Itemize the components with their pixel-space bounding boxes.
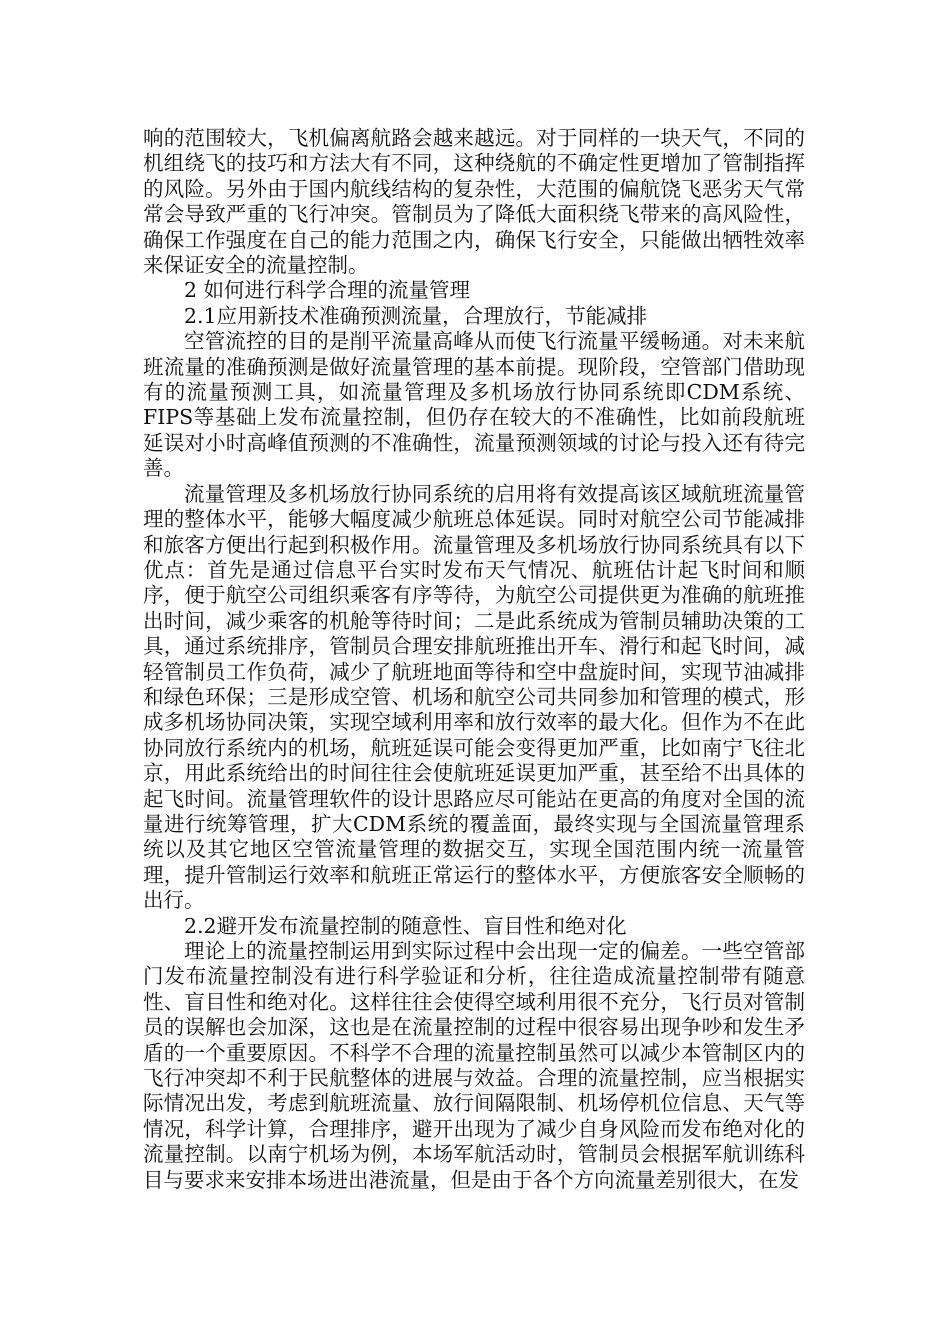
document-body: [143, 126, 805, 1193]
section-heading-2: 2 如何进行科学合理的流量管理: [184, 278, 471, 303]
paragraph-flow-prediction: 空管流控的目的是削平流量高峰从而使飞行流量平缓畅通。对未来航班流量的准确预测是做好流量管理的基本前提。现阶段，空管部门借助现有的流量预测工具，如流量管理及多机场放行协同系统即CDM系统、FIPS等基础上发布流量控制，但仍存在较大的不准确性，比如前段航班延误对小时高峰值预测的不准确性，流量预测领域的讨论与投入还有待完善。: [143, 329, 805, 481]
paragraph-continuation: 响的范围较大，飞机偏离航路会越来越远。对于同样的一块天气，不同的机组绕飞的技巧和方法大有不同，这种绕航的不确定性更增加了管制指挥的风险。另外由于国内航线结构的复杂性，大范围的偏航饶飞恶劣天气常常会导致严重的飞行冲突。管制员为了降低大面积绕飞带来的高风险性，确保工作强度在自己的能力范围之内，确保飞行安全，只能做出牺牲效率来保证安全的流量控制。: [143, 126, 805, 278]
paragraph-cdm-system: 流量管理及多机场放行协同系统的启用将有效提高该区域航班流量管理的整体水平，能够大幅度减少航班总体延误。同时对航空公司节能减排和旅客方便出行起到积极作用。流量管理及多机场放行协同系统具有以下优点：首先是通过信息平台实时发布天气情况、航班估计起飞时间和顺序，便于航空公司组织乘客有序等待，为航空公司提供更为准确的航班推出时间，减少乘客的机舱等待时间；二是此系统成为管制员辅助决策的工具，通过系统排序，管制员合理安排航班推出开车、滑行和起飞时间，减轻管制员工作负荷，减少了航班地面等待和空中盘旋时间，实现节油减排和绿色环保；三是形成空管、机场和航空公司共同参加和管理的模式，形成多机场协同决策，实现空域利用率和放行效率的最大化。但作为不在此协同放行系统内的机场，航班延误可能会变得更加严重，比如南宁飞往北京，用此系统给出的时间往往会使航班延误更加严重，甚至给不出具体的起飞时间。流量管理软件的设计思路应尽可能站在更高的角度对全国的流量进行统筹管理，扩大CDM系统的覆盖面，最终实现与全国流量管理系统以及其它地区空管流量管理的数据交互，实现全国范围内统一流量管理，提升管制运行效率和航班正常运行的整体水平，方便旅客安全顺畅的出行。: [143, 481, 805, 913]
subsection-heading-2-2: 2.2避开发布流量控制的随意性、盲目性和绝对化: [184, 913, 627, 938]
paragraph-flow-control-practice: 理论上的流量控制运用到实际过程中会出现一定的偏差。一些空管部门发布流量控制没有进行科学验证和分析，往往造成流量控制带有随意性、盲目性和绝对化。这样往往会使得空域利用很不充分，飞行员对管制员的误解也会加深，这也是在流量控制的过程中很容易出现争吵和发生矛盾的一个重要原因。不科学不合理的流量控制虽然可以减少本管制区内的飞行冲突却不利于民航整体的进展与效益。合理的流量控制，应当根据实际情况出发，考虑到航班流量、放行间隔限制、机场停机位信息、天气等情况，科学计算，合理排序，避开出现为了减少自身风险而发布绝对化的流量控制。以南宁机场为例，本场军航活动时，管制员会根据军航训练科目与要求来安排本场进出港流量，但是由于各个方向流量差别很大，在发: [143, 939, 805, 1192]
subsection-heading-2-1: 2.1应用新技术准确预测流量，合理放行，节能减排: [184, 303, 648, 328]
